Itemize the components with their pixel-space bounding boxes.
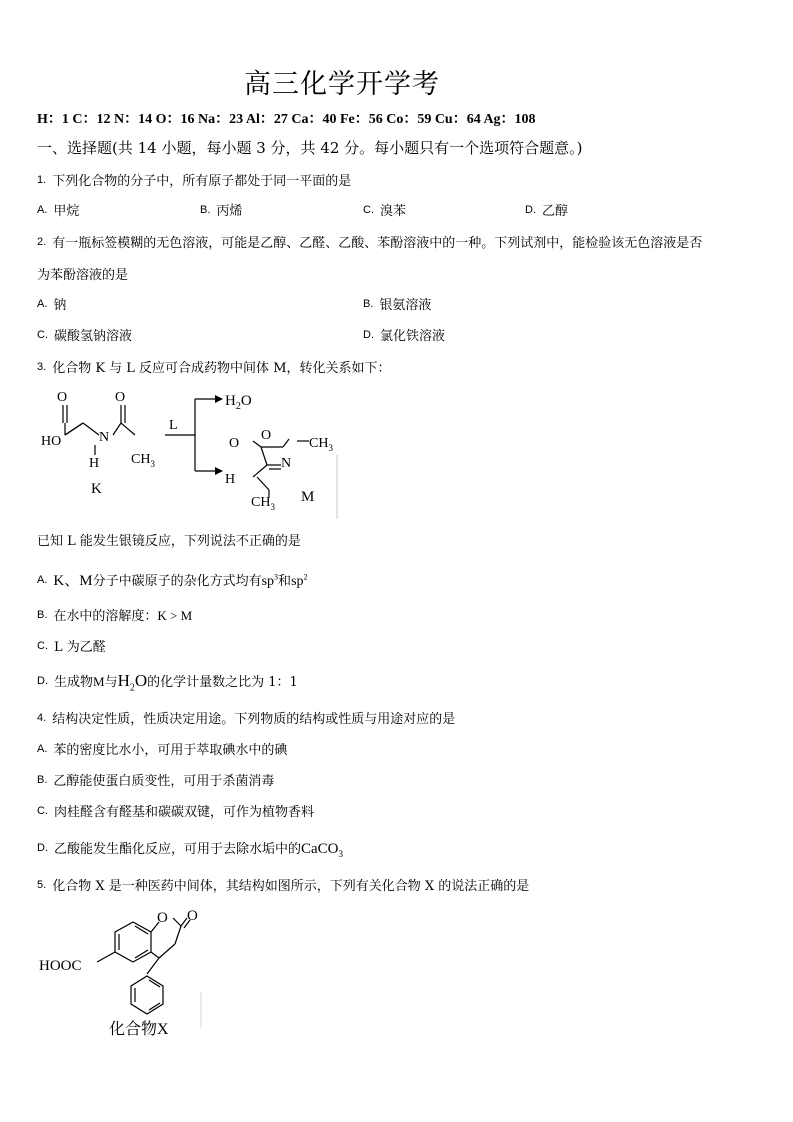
option-text: 甲烷 bbox=[53, 204, 80, 219]
q4-option-c[interactable] bbox=[37, 801, 314, 820]
k-ho-label: HO bbox=[41, 434, 62, 449]
question-text: 化合物 K 与 L 反应可合成药物中间体 M，转化关系如下： bbox=[52, 361, 391, 376]
option-compounds: K、M bbox=[53, 573, 93, 589]
compound-x-structure bbox=[35, 900, 215, 1040]
q4-option-b[interactable] bbox=[37, 770, 274, 789]
k-carbonyl-o: O bbox=[57, 390, 68, 405]
q1-option-b[interactable] bbox=[200, 200, 242, 219]
option-letter: A. bbox=[37, 743, 48, 755]
option-letter: C. bbox=[37, 329, 48, 341]
option-text-2: 的化学计量数之比为 1：1 bbox=[147, 675, 298, 690]
q2-option-b[interactable] bbox=[363, 294, 431, 313]
carbonyl-oxygen: O bbox=[187, 908, 198, 924]
option-text: 分子中碳原子的杂化方式均有 bbox=[92, 574, 262, 589]
option-text: 苯的密度比水小，可用于萃取碘水中的碘 bbox=[53, 743, 288, 758]
option-sp3: $sp^3$ bbox=[261, 572, 279, 589]
option-relation: K > M bbox=[157, 608, 193, 623]
ring-oxygen: O bbox=[157, 910, 168, 926]
q4-option-d[interactable] bbox=[37, 838, 343, 859]
option-text: 氯化铁溶液 bbox=[380, 329, 446, 344]
option-text: 乙醇能使蛋白质变性，可用于杀菌消毒 bbox=[53, 774, 275, 789]
reaction-arrows bbox=[165, 399, 215, 471]
question-number: 5. bbox=[37, 879, 47, 891]
question-text: 下列化合物的分子中，所有原子都处于同一平面的是 bbox=[52, 174, 352, 189]
m-n-label: N bbox=[281, 456, 292, 471]
q1-option-a[interactable] bbox=[37, 200, 79, 219]
option-sp2: $sp^2$ bbox=[291, 572, 308, 589]
option-text: 生成物 bbox=[54, 675, 94, 690]
k-h-label: H bbox=[89, 456, 100, 471]
question-number: 1. bbox=[37, 174, 47, 186]
q1-option-c[interactable] bbox=[363, 200, 406, 219]
section-heading: 一、选择题(共 14 小题，每小题 3 分，共 42 分。每小题只有一个选项符合题意。) bbox=[37, 139, 583, 157]
k-n-label: N bbox=[99, 430, 110, 445]
q3-option-a[interactable] bbox=[37, 569, 308, 590]
q3-known-condition: 已知 L 能发生银镜反应，下列说法不正确的是 bbox=[37, 534, 301, 549]
question-1-stem bbox=[37, 170, 351, 189]
option-text: 乙酸能发生酯化反应，可用于去除水垢中的 bbox=[54, 842, 302, 857]
option-water: $H_2O$ bbox=[117, 671, 148, 694]
q3-option-b[interactable] bbox=[37, 605, 192, 624]
option-letter: C. bbox=[37, 805, 48, 817]
option-letter: C. bbox=[363, 204, 374, 216]
atomic-masses: H：1 C：12 N：14 O：16 Na：23 Al：27 Ca：40 Fe：56 Co：59 Cu：64 Ag：108 bbox=[37, 112, 536, 127]
question-3-stem bbox=[37, 357, 391, 376]
m-h-label: H bbox=[225, 472, 236, 487]
option-text: 丙烯 bbox=[216, 204, 243, 219]
option-with: 与 bbox=[104, 675, 118, 690]
m-ring-o: O bbox=[261, 428, 272, 443]
arrow-head-bottom bbox=[215, 467, 223, 475]
option-letter: B. bbox=[37, 609, 48, 621]
option-text: 碳酸氢钠溶液 bbox=[54, 329, 133, 344]
question-5-stem bbox=[37, 875, 529, 894]
option-text: L 为乙醛 bbox=[54, 640, 106, 655]
option-text: 在水中的溶解度： bbox=[53, 609, 158, 624]
question-2-stem-line2: 为苯酚溶液的是 bbox=[37, 268, 129, 283]
k-amide-o: O bbox=[115, 390, 126, 405]
option-caco3: CaCO$_3$ bbox=[301, 841, 344, 859]
question-text: 结构决定性质，性质决定用途。下列物质的结构或性质与用途对应的是 bbox=[52, 712, 456, 727]
q4-option-a[interactable] bbox=[37, 739, 287, 758]
option-letter: A. bbox=[37, 204, 48, 216]
q2-option-c[interactable] bbox=[37, 325, 132, 344]
option-letter: D. bbox=[525, 204, 536, 216]
m-lower-ch3: $CH_3$ bbox=[251, 495, 275, 512]
option-letter: D. bbox=[37, 675, 48, 687]
option-text: 钠 bbox=[53, 298, 67, 313]
q3-option-d[interactable] bbox=[37, 671, 298, 693]
page-title: 高三化学开学考 bbox=[244, 69, 440, 100]
option-text: 溴苯 bbox=[380, 204, 407, 219]
k-ch3-label: $CH_3$ bbox=[131, 452, 155, 469]
water-product: $H_2O$ bbox=[225, 393, 252, 412]
question-4-stem bbox=[37, 708, 455, 727]
arrow-head-top bbox=[215, 395, 223, 403]
option-letter: B. bbox=[200, 204, 211, 216]
hooc-group: HOOC bbox=[39, 958, 82, 974]
option-letter: D. bbox=[363, 329, 374, 341]
compound-x-caption: 化合物X bbox=[109, 1021, 169, 1038]
q1-option-d[interactable] bbox=[525, 200, 568, 219]
option-text: 乙醇 bbox=[542, 204, 569, 219]
m-ch3-label: $CH_3$ bbox=[309, 436, 333, 453]
q2-option-a[interactable] bbox=[37, 294, 66, 313]
option-letter: A. bbox=[37, 574, 48, 586]
option-letter: D. bbox=[37, 842, 48, 854]
option-letter: A. bbox=[37, 298, 48, 310]
reaction-scheme bbox=[35, 385, 355, 520]
option-letter: B. bbox=[363, 298, 374, 310]
m-label: M bbox=[301, 489, 315, 505]
question-number: 4. bbox=[37, 712, 47, 724]
option-text: 肉桂醛含有醛基和碳碳双键，可作为植物香料 bbox=[54, 805, 315, 820]
question-number: 3. bbox=[37, 361, 47, 373]
question-2-stem-line1 bbox=[37, 232, 702, 251]
option-text: 银氨溶液 bbox=[379, 298, 432, 313]
option-letter: B. bbox=[37, 774, 48, 786]
option-letter: C. bbox=[37, 640, 48, 652]
question-text: 有一瓶标签模糊的无色溶液，可能是乙醇、乙醛、乙酸、苯酚溶液中的一种。下列试剂中，能检验该无色溶液是否 bbox=[52, 236, 703, 251]
m-carbonyl-o: O bbox=[229, 436, 240, 451]
option-and: 和 bbox=[278, 574, 292, 589]
reagent-l-label: L bbox=[169, 418, 178, 433]
question-number: 2. bbox=[37, 236, 47, 248]
k-label: K bbox=[91, 481, 102, 497]
q2-option-d[interactable] bbox=[363, 325, 445, 344]
compound-x-bonds bbox=[97, 918, 190, 1014]
question-text: 化合物 X 是一种医药中间体，其结构如图所示，下列有关化合物 X 的说法正确的是 bbox=[52, 879, 530, 894]
q3-option-c[interactable] bbox=[37, 636, 106, 655]
option-m: M bbox=[93, 674, 105, 689]
